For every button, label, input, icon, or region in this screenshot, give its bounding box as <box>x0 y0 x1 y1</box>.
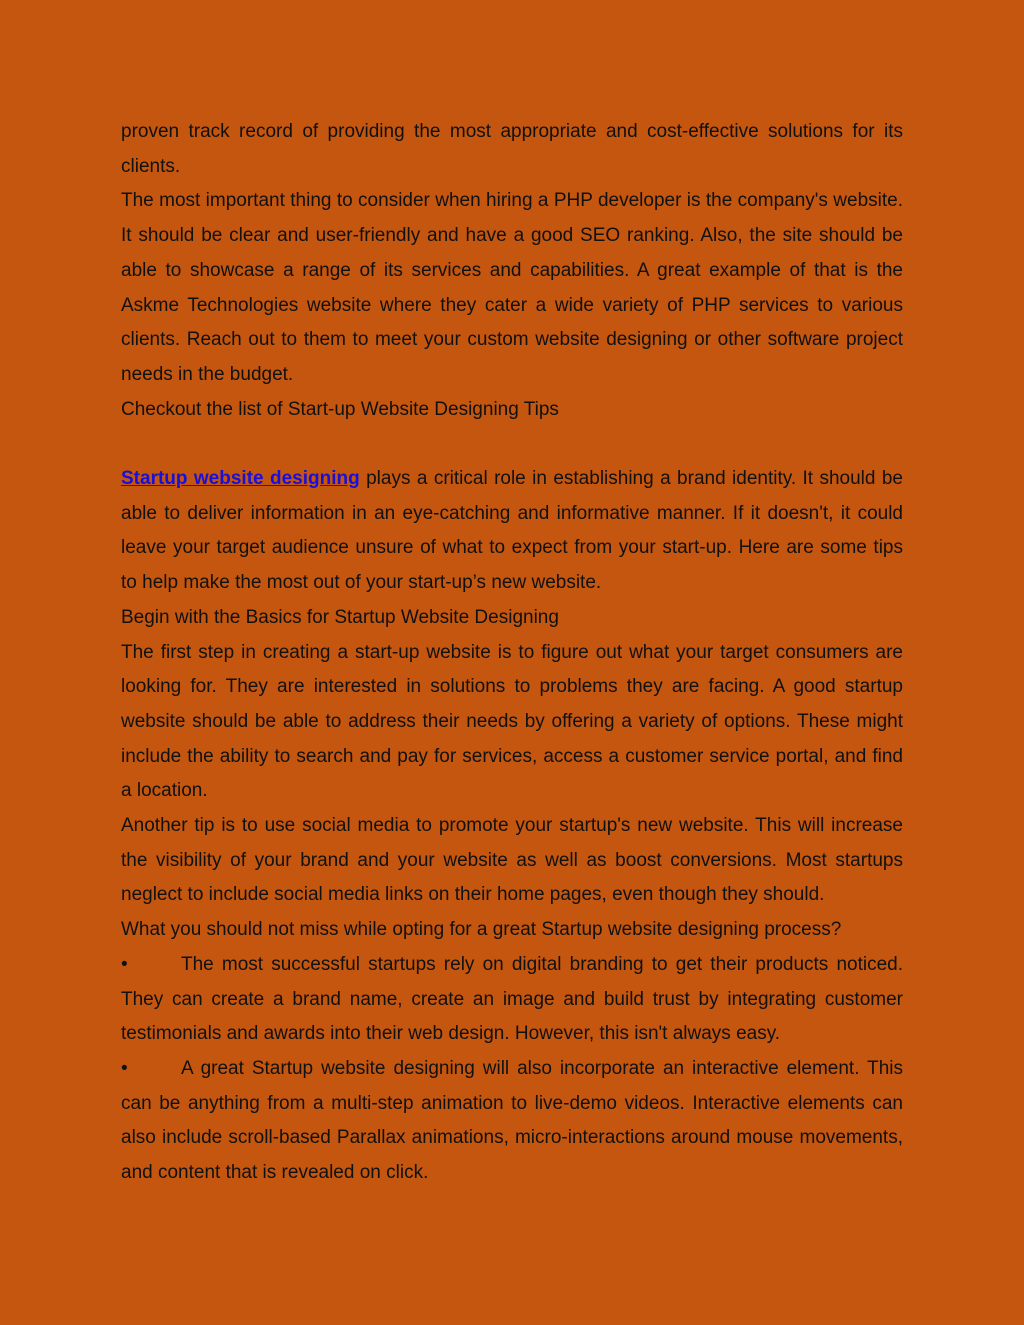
paragraph-php-developer: The most important thing to consider when hiring a PHP developer is the company's website. It should be clear and user-friendly and have a good SEO ranking. Also, the site should be able to showcase a range of its services and capabilities. A great example of that is the Askme Technologies website where they cater a wide variety of PHP services to various clients. Reach out to them to meet your custom website designing or other software project needs in the budget. <box>121 190 903 385</box>
paragraph-startup-designing <box>121 462 903 601</box>
heading-what-not-to-miss: What you should not miss while opting for a great Startup website designing process? <box>121 919 842 941</box>
bullet-item-text: The most successful startups rely on digital branding to get their products noticed. They can create a brand name, create an image and build trust by integrating customer testimonials and awards into their web design. However, this isn't always easy. <box>121 953 903 1045</box>
paragraph-spacer <box>121 427 903 462</box>
bullet-icon: • <box>121 1057 128 1079</box>
document-body <box>121 115 903 1191</box>
paragraph-checkout-list: Checkout the list of Start-up Website Designing Tips <box>121 398 559 420</box>
heading-begin-basics: Begin with the Basics for Startup Website Designing <box>121 606 559 628</box>
bullet-item-interactive-element <box>121 1052 903 1191</box>
bullet-item-text: A great Startup website designing will also incorporate an interactive element. This can be anything from a multi-step animation to live-demo videos. Interactive elements can also include scroll-based Parallax animations, micro-interactions around mouse movements, and content that is revealed on click. <box>121 1057 903 1184</box>
bullet-icon: • <box>121 953 128 975</box>
paragraph-startup-designing-text: plays a critical role in establishing a brand identity. It should be able to deliver information in an eye-catching and informative manner. If it doesn't, it could leave your target audience unsure of what to expect from your start-up. Here are some tips to help make the most out of your start-up’s new website. <box>121 468 903 594</box>
paragraph-first-step: The first step in creating a start-up website is to figure out what your target consumers are looking for. They are interested in solutions to problems they are facing. A good startup website should be able to address their needs by offering a variety of options. These might include the ability to search and pay for services, access a customer service portal, and find a location. <box>121 641 903 802</box>
bullet-item-digital-branding <box>121 948 903 1052</box>
paragraph-intro-continued: proven track record of providing the most appropriate and cost-effective solutions for its clients. <box>121 121 903 177</box>
paragraph-social-media: Another tip is to use social media to promote your startup's new website. This will increase the visibility of your brand and your website as well as boost conversions. Most startups neglect to include social media links on their home pages, even though they should. <box>121 815 903 906</box>
startup-website-designing-link[interactable]: Startup website designing <box>121 468 360 490</box>
